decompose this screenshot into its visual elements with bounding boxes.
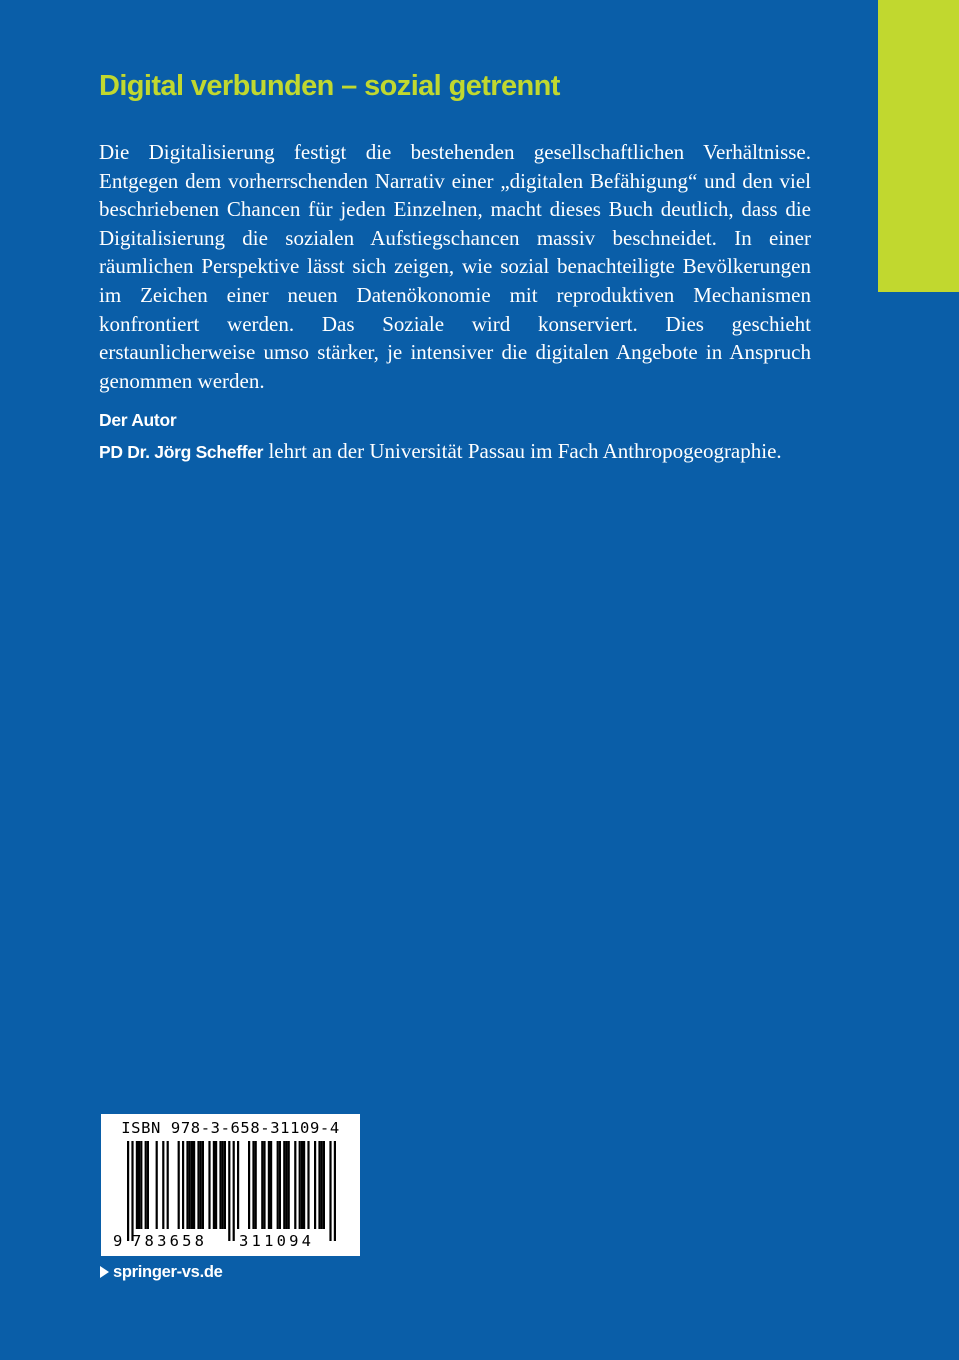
barcode-guard-bar bbox=[233, 1141, 235, 1241]
barcode-bar bbox=[186, 1141, 188, 1229]
barcode-bar bbox=[299, 1141, 301, 1229]
barcode-bar bbox=[189, 1141, 191, 1229]
barcode-bar bbox=[215, 1141, 217, 1229]
barcode-bar bbox=[219, 1141, 221, 1229]
barcode-bar bbox=[167, 1141, 169, 1229]
barcode-bar bbox=[156, 1141, 158, 1229]
author-heading: Der Autor bbox=[99, 410, 177, 430]
barcode-bar bbox=[321, 1141, 323, 1229]
barcode-bar bbox=[237, 1141, 239, 1229]
book-blurb: Die Digitalisierung festigt die bestehenden gesellschaftlichen Verhältnisse. Entgegen dem vorherrschenden Narrativ einer „digitalen Befähigung“ und den viel beschriebenen Chancen für jeden Einzelnen, macht dieses Buch deutlich, dass die Digitalisierung die sozialen Aufstiegschancen massiv beschneidet. In einer räumlichen Perspektive lässt sich zeigen, wie sozial benachteiligte Bevölkerungen im Zeichen einer neuen Datenökonomie mit reproduktiven Mechanismen konfrontiert werden. Das Soziale wird konserviert. Dies geschieht erstaunlicherweise umso stärker, je intensiver die digitalen Angebote in Anspruch genommen werden. bbox=[99, 140, 811, 393]
barcode-bar bbox=[224, 1141, 226, 1229]
barcode-lead-digit: 9 bbox=[113, 1232, 123, 1250]
barcode-bar bbox=[178, 1141, 180, 1229]
isbn-barcode bbox=[101, 1114, 360, 1256]
barcode-left-digits: 783658 bbox=[132, 1232, 208, 1250]
barcode-bar bbox=[248, 1141, 250, 1229]
accent-bar bbox=[878, 0, 959, 292]
barcode-bar bbox=[283, 1141, 285, 1229]
author-name: PD Dr. Jörg Scheffer bbox=[99, 442, 264, 462]
barcode-bar bbox=[182, 1141, 184, 1229]
barcode-guard-bar bbox=[131, 1141, 133, 1241]
barcode-bar bbox=[303, 1141, 305, 1229]
barcode-bar bbox=[270, 1141, 272, 1229]
barcode-bar bbox=[323, 1141, 325, 1229]
barcode-bar bbox=[193, 1141, 195, 1229]
barcode-bar bbox=[263, 1141, 265, 1229]
back-cover-headline: Digital verbunden – sozial getrennt bbox=[99, 70, 560, 102]
barcode-bar bbox=[202, 1141, 204, 1229]
triangle-right-icon bbox=[100, 1266, 109, 1278]
barcode-bar bbox=[261, 1141, 263, 1229]
barcode-bar bbox=[294, 1141, 296, 1229]
barcode-bar bbox=[252, 1141, 254, 1229]
barcode-bar bbox=[200, 1141, 202, 1229]
barcode-right-digits: 311094 bbox=[239, 1232, 315, 1250]
barcode-bar bbox=[301, 1141, 303, 1229]
barcode-bar bbox=[162, 1141, 164, 1229]
publisher-url: springer-vs.de bbox=[113, 1263, 223, 1281]
barcode-bar bbox=[279, 1141, 281, 1229]
barcode-bar bbox=[208, 1141, 210, 1229]
barcode-bar bbox=[213, 1141, 215, 1229]
barcode-guard-bar bbox=[228, 1141, 230, 1241]
barcode-guard-bar bbox=[127, 1141, 129, 1241]
barcode-bar bbox=[288, 1141, 290, 1229]
barcode-bar bbox=[145, 1141, 147, 1229]
barcode-bar bbox=[318, 1141, 320, 1229]
barcode-bar bbox=[314, 1141, 316, 1229]
publisher-link[interactable] bbox=[100, 1263, 223, 1282]
barcode-bar bbox=[138, 1141, 140, 1229]
barcode-bar bbox=[147, 1141, 149, 1229]
barcode-bar bbox=[197, 1141, 199, 1229]
author-bio bbox=[99, 437, 811, 467]
barcode-bar bbox=[140, 1141, 142, 1229]
barcode-bar bbox=[285, 1141, 287, 1229]
barcode-bar bbox=[136, 1141, 138, 1229]
barcode-guard-bar bbox=[334, 1141, 336, 1241]
barcode-bar bbox=[307, 1141, 309, 1229]
barcode-guard-bar bbox=[329, 1141, 331, 1241]
isbn-label: ISBN 978-3-658-31109-4 bbox=[121, 1119, 340, 1137]
barcode-bar bbox=[191, 1141, 193, 1229]
author-bio-text: lehrt an der Universität Passau im Fach Anthropogeographie. bbox=[263, 439, 782, 463]
barcode-bar bbox=[277, 1141, 279, 1229]
barcode-bar bbox=[268, 1141, 270, 1229]
barcode-bar bbox=[255, 1141, 257, 1229]
barcode-bar bbox=[222, 1141, 224, 1229]
